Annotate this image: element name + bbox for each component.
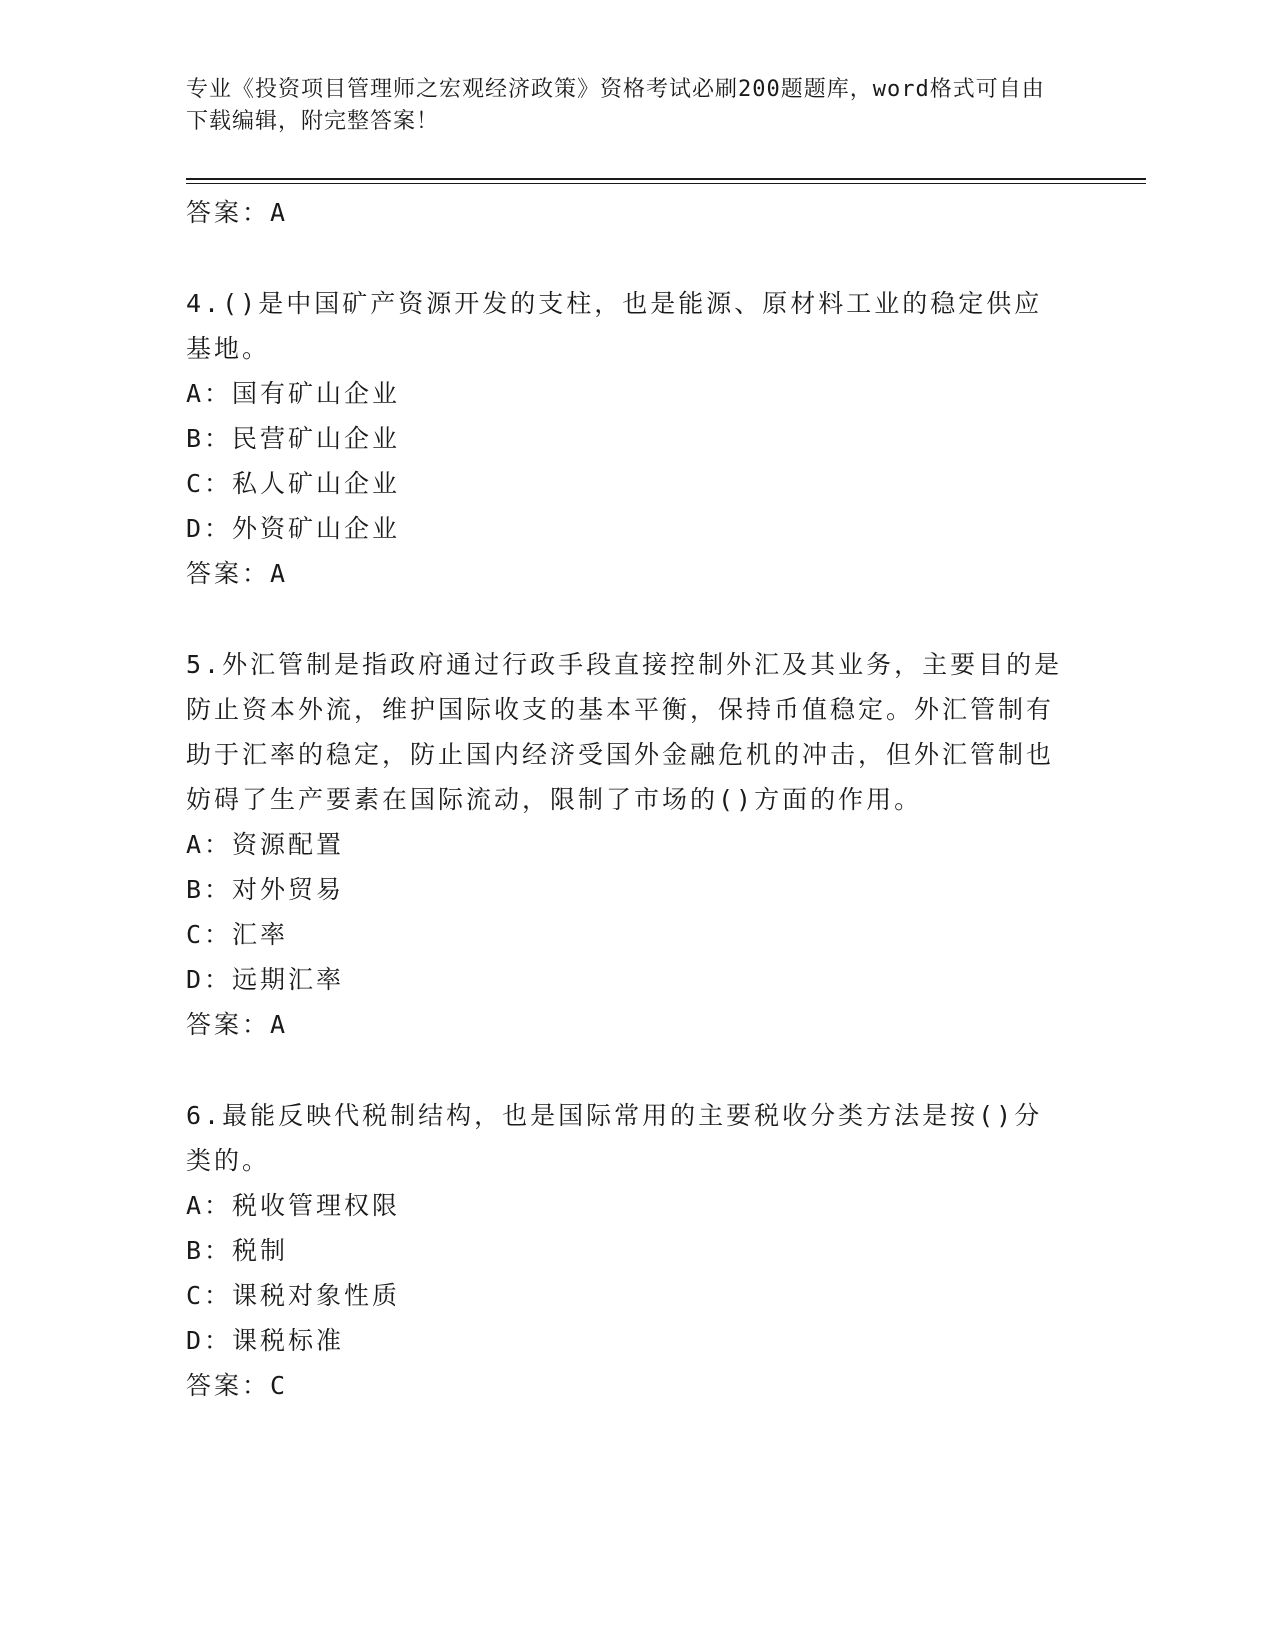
option-d: D：课税标准 xyxy=(186,1326,345,1355)
document-header: 专业《投资项目管理师之宏观经济政策》资格考试必刷200题题库，word格式可自由下载编辑，附完整答案！ xyxy=(186,77,1045,134)
option-d: D：远期汇率 xyxy=(186,965,345,994)
answer-line: 答案：A xyxy=(186,198,289,227)
option-b: B：税制 xyxy=(186,1236,289,1265)
option-d: D：外资矿山企业 xyxy=(186,514,401,543)
question-stem: 4.()是中国矿产资源开发的支柱，也是能源、原材料工业的稳定供应基地。 xyxy=(186,289,1043,363)
answer-line: 答案：A xyxy=(186,559,289,588)
question-block xyxy=(186,642,1066,1047)
question-block xyxy=(186,281,1066,596)
option-a: A：税收管理权限 xyxy=(186,1191,401,1220)
header-rule-thick xyxy=(186,178,1146,180)
question-block xyxy=(186,1093,1066,1408)
header-rule-thin xyxy=(186,183,1146,184)
option-c: C：汇率 xyxy=(186,920,289,949)
answer-line: 答案：C xyxy=(186,1371,289,1400)
option-b: B：对外贸易 xyxy=(186,875,345,904)
question-stem: 6.最能反映代税制结构，也是国际常用的主要税收分类方法是按()分类的。 xyxy=(186,1101,1043,1175)
option-a: A：资源配置 xyxy=(186,830,345,859)
option-c: C：私人矿山企业 xyxy=(186,469,401,498)
option-a: A：国有矿山企业 xyxy=(186,379,401,408)
answer-line: 答案：A xyxy=(186,1010,289,1039)
option-c: C：课税对象性质 xyxy=(186,1281,401,1310)
question-stem: 5.外汇管制是指政府通过行政手段直接控制外汇及其业务，主要目的是防止资本外流，维护国际收支的基本平衡，保持币值稳定。外汇管制有助于汇率的稳定，防止国内经济受国外金融危机的冲击，但外汇管制也妨碍了生产要素在国际流动，限制了市场的()方面的作用。 xyxy=(186,650,1063,814)
document-body xyxy=(186,190,1066,1408)
option-b: B：民营矿山企业 xyxy=(186,424,401,453)
